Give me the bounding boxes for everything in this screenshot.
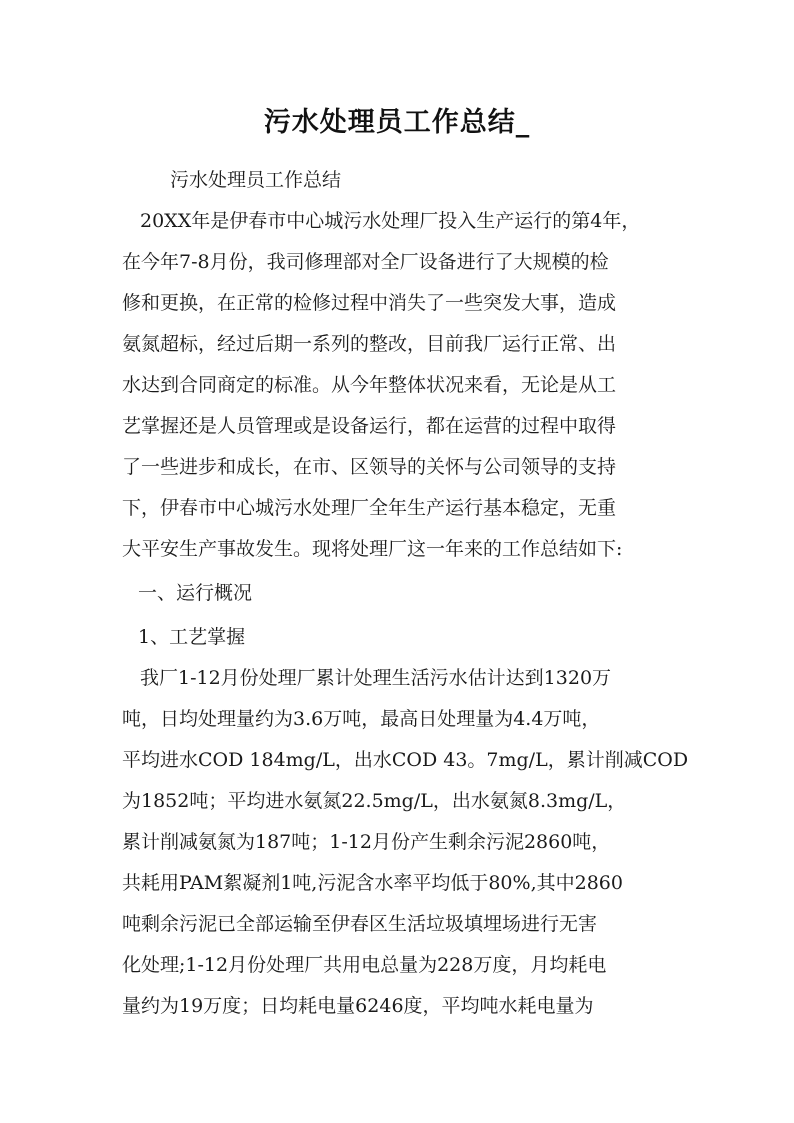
subsection-heading: 1、工艺掌握: [138, 626, 246, 648]
paragraph-line: 下，伊春市中心城污水处理厂全年生产运行基本稳定，无重: [122, 497, 617, 519]
paragraph-line: 我厂1-12月份处理厂累计处理生活污水估计达到1320万: [140, 667, 612, 689]
subtitle: 污水处理员工作总结: [170, 169, 342, 191]
paragraph-line: 量约为19万度；日均耗电量6246度，平均吨水耗电量为: [122, 995, 594, 1017]
section-heading: 一、运行概况: [138, 582, 253, 604]
paragraph-line: 艺掌握还是人员管理或是设备运行，都在运营的过程中取得: [122, 415, 617, 437]
paragraph-line: 平均进水COD 184mg/L，出水COD 43。7mg/L，累计削减COD: [122, 749, 689, 771]
paragraph-line: 共耗用PAM絮凝剂1吨,污泥含水率平均低于80%,其中2860: [122, 872, 623, 894]
paragraph-line: 修和更换，在正常的检修过程中消失了一些突发大事，造成: [122, 292, 617, 314]
paragraph-line: 20XX年是伊春市中心城污水处理厂投入生产运行的第4年，: [140, 210, 641, 232]
paragraph-line: 吨剩余污泥已全部运输至伊春区生活垃圾填埋场进行无害: [122, 913, 598, 935]
paragraph-line: 大平安生产事故发生。现将处理厂这一年来的工作总结如下:: [122, 538, 623, 560]
document-title: 污水处理员工作总结_: [263, 107, 531, 138]
paragraph-line: 了一些进步和成长，在市、区领导的关怀与公司领导的支持: [122, 456, 617, 478]
paragraph-line: 化处理;1-12月份处理厂共用电总量为228万度，月均耗电: [122, 954, 607, 976]
paragraph-line: 氨氮超标，经过后期一系列的整改，目前我厂运行正常、出: [122, 333, 617, 355]
paragraph-line: 吨，日均处理量约为3.6万吨，最高日处理量为4.4万吨，: [122, 708, 601, 730]
paragraph-line: 在今年7-8月份，我司修理部对全厂设备进行了大规模的检: [122, 251, 609, 273]
paragraph-line: 累计削减氨氮为187吨；1-12月份产生剩余污泥2860吨，: [122, 831, 611, 853]
paragraph-line: 水达到合同商定的标准。从今年整体状况来看，无论是从工: [122, 374, 617, 396]
paragraph-line: 为1852吨；平均进水氨氮22.5mg/L，出水氨氮8.3mg/L，: [122, 790, 627, 812]
